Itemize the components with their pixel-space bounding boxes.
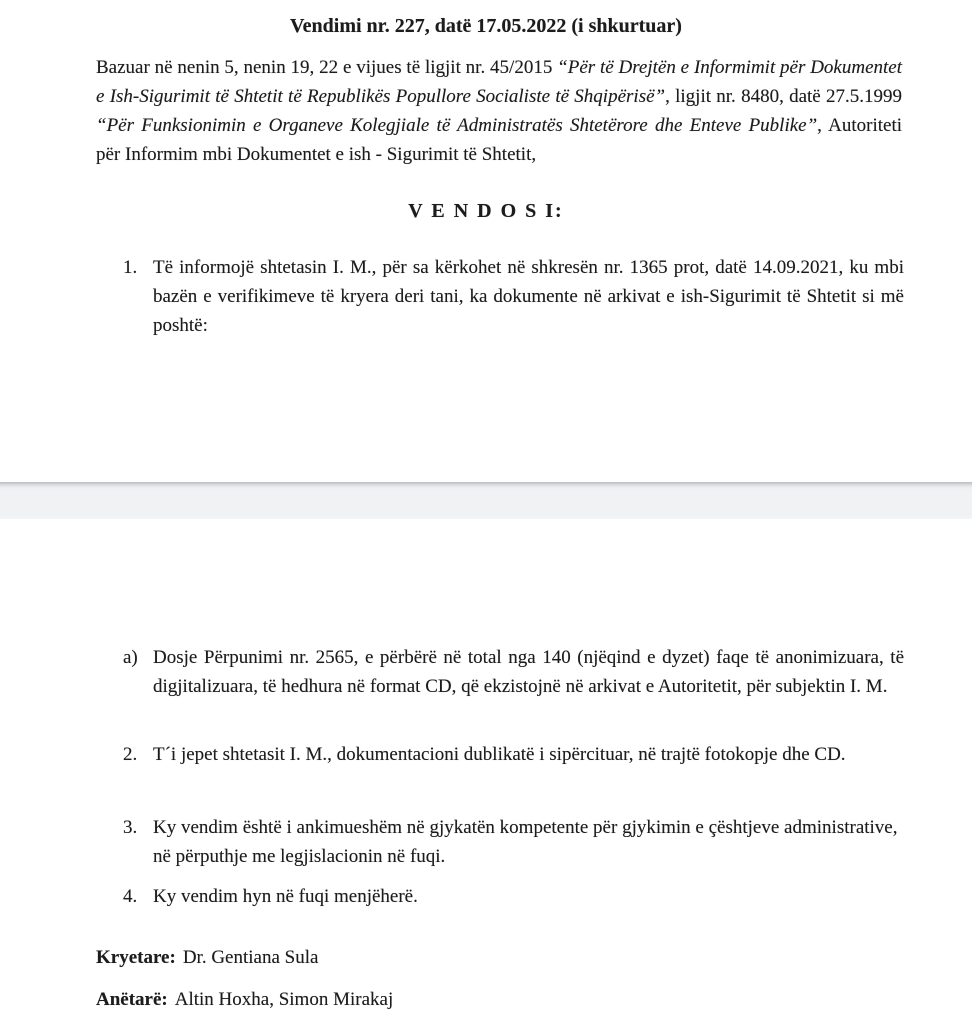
signature-value: Dr. Gentiana Sula [182,947,319,968]
page-break-band [0,482,972,519]
item-text: Ky vendim është i ankimueshëm në gjykatën kompetente për gjykimin e çështjeve administrative, në përputhje me legjislacionin në fuqi. [153,817,898,867]
decision-item-3 [123,813,904,871]
decision-item-a [123,643,904,701]
signature-value: Altin Hoxha, Simon Mirakaj [174,989,394,1010]
preamble-paragraph: Bazuar në nenin 5, nenin 19, 22 e vijues të ligjit nr. 45/2015 “Për të Drejtën e Informimit për Dokumentet e Ish-Sigurimit të Shtetit të Republikës Popullore Socialiste të Shqipërisë”, ligjit nr. 8480, datë 27.5.1999 “Për Funksionimin e Organeve Kolegjiale të Administratës Shtetërore dhe Enteve Publike”, Autoriteti për Informim mbi Dokumentet e ish - Sigurimit të Shtetit, [96,57,903,165]
item-text: Ky vendim hyn në fuqi menjëherë. [153,886,418,907]
item-text: T´i jepet shtetasit I. M., dokumentacioni dublikatë i sipërcituar, në trajtë fotokopje dhe CD. [153,744,846,765]
document-title: Vendimi nr. 227, datë 17.05.2022 (i shkurtuar) [290,15,682,37]
decision-heading: V E N D O S I: [408,200,564,222]
signature-label: Anëtarë: [96,989,168,1010]
item-text: Të informojë shtetasin I. M., për sa kërkohet në shkresën nr. 1365 prot, datë 14.09.2021, ku mbi bazën e verifikimeve të kryera deri tani, ka dokumente në arkivat e ish-Sigurimit të Shtetit si më poshtë: [153,257,904,336]
item-marker: 3. [123,817,138,838]
signature-label: Kryetare: [96,947,176,968]
signature-kryetare [96,943,318,972]
decision-item-2 [123,740,904,769]
decision-item-1 [123,253,904,340]
item-marker: 4. [123,886,138,907]
item-marker: 1. [123,257,138,278]
decision-item-4 [123,882,904,911]
item-marker: 2. [123,744,138,765]
signature-anetare [96,985,393,1014]
item-marker: a) [123,647,138,668]
item-text: Dosje Përpunimi nr. 2565, e përbërë në total nga 140 (njëqind e dyzet) faqe të anonimizuara, të digjitalizuara, të hedhura në format CD, që ekzistojnë në arkivat e Autoritetit, për subjektin I. M. [153,647,904,697]
